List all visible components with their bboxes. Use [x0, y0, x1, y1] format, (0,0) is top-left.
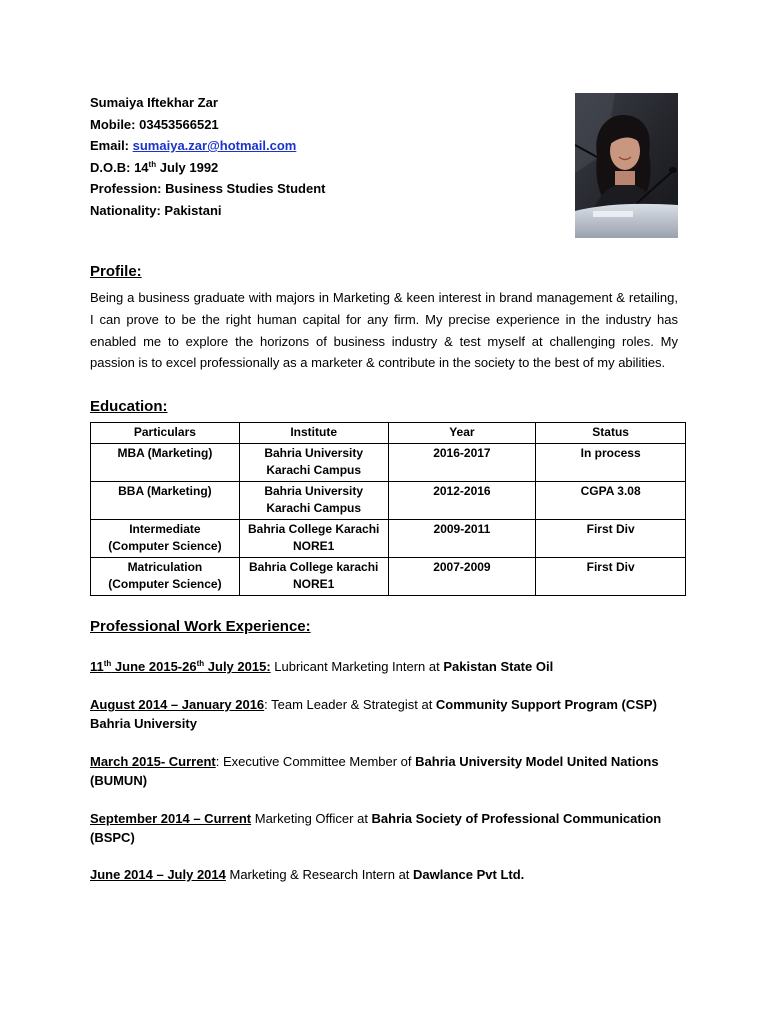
date-part: June 2015-26 [111, 659, 197, 674]
cell-institute [239, 558, 388, 596]
profession-value: Business Studies Student [165, 181, 326, 196]
institute-line: Bahria College karachi [248, 560, 379, 574]
table-row [91, 482, 686, 520]
cell-particulars [91, 482, 240, 520]
cell-year: 2007-2009 [388, 558, 536, 596]
name-line [90, 92, 550, 114]
cell-status: In process [536, 444, 686, 482]
nationality-line [90, 200, 550, 222]
institute-line: Karachi Campus [266, 501, 362, 515]
particulars-line: MBA (Marketing) [117, 446, 213, 460]
experience-org: Community Support Program (CSP) Bahria University [90, 697, 657, 731]
cell-institute [239, 444, 388, 482]
profession-label: Profession: [90, 181, 162, 196]
profile-photo [575, 93, 678, 238]
date-suffix: th [103, 659, 112, 668]
profession-line [90, 178, 550, 200]
cell-status: First Div [536, 520, 686, 558]
experience-role: Marketing Officer at [251, 811, 372, 826]
particulars-line: (Computer Science) [108, 539, 222, 553]
particulars-line: Intermediate [129, 522, 201, 536]
date-suffix: th [196, 659, 205, 668]
cell-institute [239, 482, 388, 520]
institute-line: NORE1 [293, 577, 335, 591]
experience-item [90, 865, 678, 884]
mobile-value: 03453566521 [139, 116, 219, 132]
particulars-line: BBA (Marketing) [118, 484, 212, 498]
experience-item [90, 695, 678, 733]
col-header-institute: Institute [239, 423, 388, 444]
institute-line: Bahria College Karachi [247, 522, 380, 536]
experience-org: Pakistan State Oil [443, 659, 554, 674]
cell-particulars [91, 444, 240, 482]
dob-label: D.O.B: [90, 159, 131, 175]
experience-role: Team Leader & Strategist at [267, 697, 436, 712]
profile-photo-image [575, 93, 678, 238]
col-header-particulars: Particulars [91, 423, 240, 444]
dob-rest: July 1992 [159, 159, 219, 175]
dob-line [90, 157, 550, 179]
particulars-line: (Computer Science) [108, 577, 222, 591]
experience-org: Bahria University Model United Nations (BUMUN) [90, 754, 659, 788]
education-table [90, 422, 686, 596]
table-row [91, 558, 686, 596]
experience-org: Dawlance Pvt Ltd. [413, 867, 525, 882]
experience-item [90, 809, 678, 847]
mobile-label: Mobile: [90, 116, 136, 132]
profile-text: Being a business graduate with majors in Marketing & keen interest in brand management & retailing, I can prove to be the right human capital for any firm. My precise experience in the industry has enabled me to explore the horizons of business industry & test myself at challenging roles. My passion is to excel professionally as a marketer & contribute in the society to the best of my abilities. [90, 290, 678, 371]
date-part: 11 [90, 659, 104, 674]
experience-role: Lubricant Marketing Intern at [270, 659, 444, 674]
dob-day: 14 [134, 159, 149, 175]
experience-date: August 2014 – January 2016 [90, 697, 265, 712]
experience-date [90, 659, 271, 674]
name: Sumaiya Iftekhar Zar [90, 95, 218, 110]
institute-line: Bahria University [264, 446, 364, 460]
institute-line: Karachi Campus [266, 463, 362, 477]
table-row [91, 520, 686, 558]
col-header-status: Status [536, 423, 686, 444]
experience-date: March 2015- Current [90, 754, 216, 769]
experience-separator: : [264, 697, 268, 712]
institute-line: NORE1 [293, 539, 335, 553]
email-link[interactable]: sumaiya.zar@hotmail.com [132, 138, 297, 153]
email-line [90, 135, 550, 157]
cell-particulars [91, 520, 240, 558]
cell-year: 2012-2016 [388, 482, 536, 520]
nationality-value: Pakistani [164, 202, 222, 218]
experience-item [90, 752, 678, 790]
cell-status: First Div [536, 558, 686, 596]
cell-year: 2016-2017 [388, 444, 536, 482]
email-label: Email: [90, 138, 130, 153]
profile-heading: Profile: [90, 263, 142, 280]
experience-date: June 2014 – July 2014 [90, 867, 226, 882]
cell-status: CGPA 3.08 [536, 482, 686, 520]
education-heading: Education: [90, 398, 168, 415]
experience-role: Marketing & Research Intern at [225, 867, 414, 882]
table-row [91, 444, 686, 482]
cell-particulars [91, 558, 240, 596]
mobile-line [90, 114, 550, 136]
experience-heading: Professional Work Experience: [90, 618, 311, 635]
experience-org: Bahria Society of Professional Communication (BSPC) [90, 811, 662, 845]
personal-info [90, 92, 550, 221]
nationality-label: Nationality: [90, 202, 161, 218]
education-header-row [91, 423, 686, 444]
col-header-year: Year [388, 423, 536, 444]
particulars-line: Matriculation [127, 560, 203, 574]
cell-institute [239, 520, 388, 558]
experience-separator: : [215, 754, 220, 769]
date-part: July 2015: [204, 659, 271, 674]
dob-suffix: th [148, 159, 157, 169]
experience-item [90, 657, 678, 676]
cell-year: 2009-2011 [388, 520, 536, 558]
institute-line: Bahria University [264, 484, 364, 498]
experience-role: Executive Committee Member of [219, 754, 416, 769]
experience-date: September 2014 – Current [90, 811, 252, 826]
